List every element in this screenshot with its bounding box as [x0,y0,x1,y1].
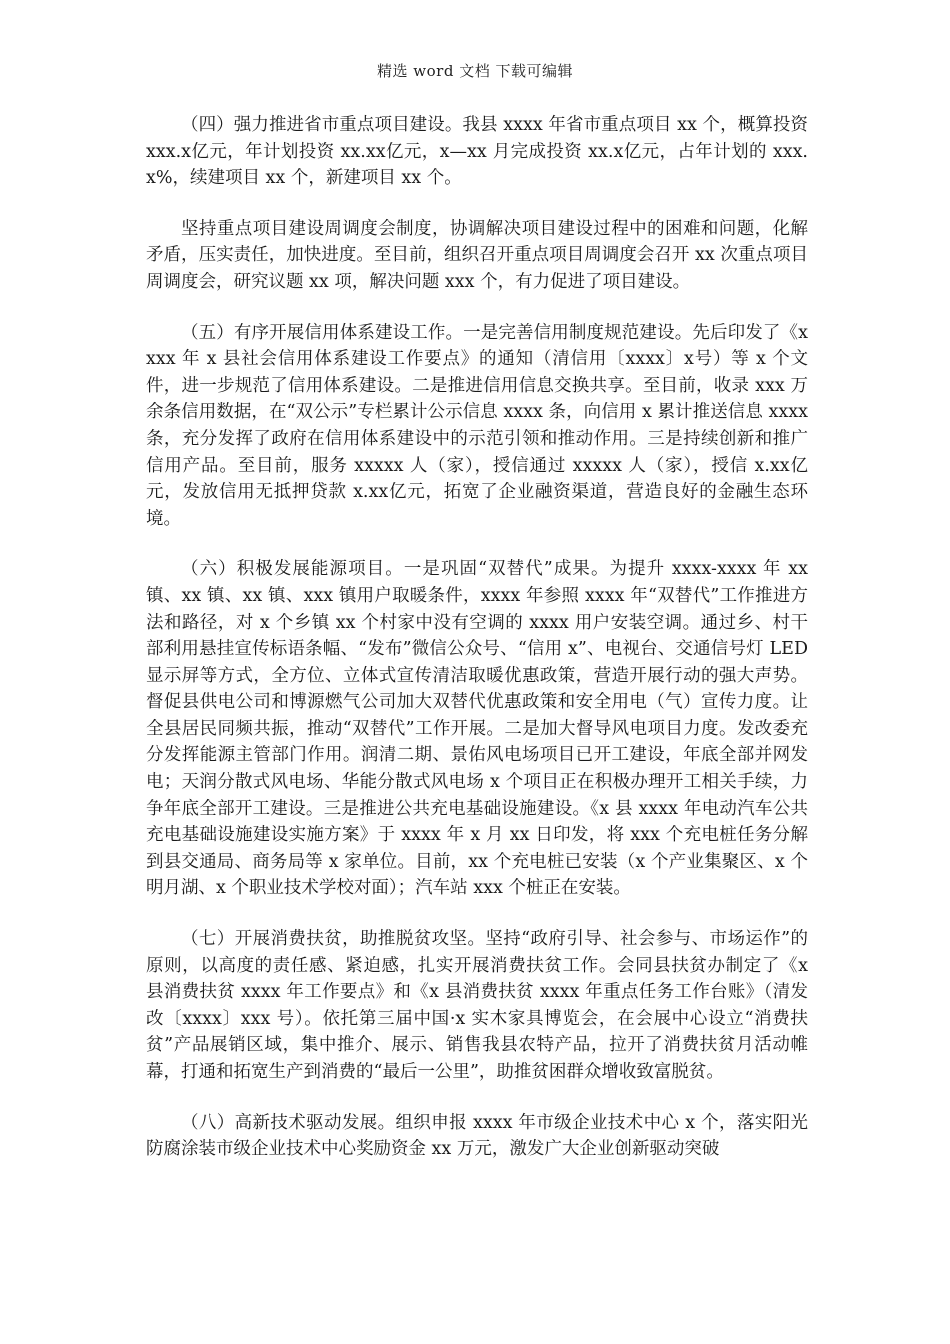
paragraph-6-energy-projects: （六）积极发展能源项目。一是巩固“双替代”成果。为提升 xxxx-xxxx 年 xx 镇、xx 镇、xx 镇、xxx 镇用户取暖条件，xxxx 年参照 xxxx 年“双替代”工作推进方法和路径，对 x 个乡镇 xx 个村家中没有空调的 xxxx 用户安装空调。通过乡、村干部利用悬挂宣传标语条幅、“发布”微信公众号、“信用 x”、电视台、交通信号灯 LED 显示屏等方式，全方位、立体式宣传清洁取暖优惠政策，营造开展行动的强大声势。督促县供电公司和博源燃气公司加大双替代优惠政策和安全用电（气）宣传力度。让全县居民同频共振，推动“双替代”工作开展。二是加大督导风电项目力度。发改委充分发挥能源主管部门作用。润清二期、景佑风电场项目已开工建设，年底全部并网发电；天润分散式风电场、华能分散式风电场 x 个项目正在积极办理开工相关手续，力争年底全部开工建设。三是推进公共充电基础设施建设。《x 县 xxxx 年电动汽车公共充电基础设施建设实施方案》于 xxxx 年 x 月 xx 日印发，将 xxx 个充电桩任务分解到县交通局、商务局等 x 家单位。目前，xx 个充电桩已安装（x 个产业集聚区、x 个明月湖、x 个职业技术学校对面）；汽车站 xxx 个桩正在安装。 [146,559,808,899]
paragraph-weekly-dispatch: 坚持重点项目建设周调度会制度，协调解决项目建设过程中的困难和问题，化解矛盾，压实责任，加快进度。至目前，组织召开重点项目周调度会召开 xx 次重点项目周调度会，研究议题 xx 项，解决问题 xxx 个，有力促进了项目建设。 [146,218,808,292]
paragraph-8-high-tech: （八）高新技术驱动发展。组织申报 xxxx 年市级企业技术中心 x 个，落实阳光防腐涂装市级企业技术中心奖励资金 xx 万元，激发广大企业创新驱动突破 [146,1112,808,1160]
paragraph-5-credit-system: （五）有序开展信用体系建设工作。一是完善信用制度规范建设。先后印发了《xxxx 年 x 县社会信用体系建设工作要点》的通知（清信用〔xxxx〕x号）等 x 个文件，进一步规范了信用体系建设。二是推进信用信息交换共享。至目前，收录 xxx 万余条信用数据，在“双公示”专栏累计公示信息 xxxx 条，向信用 x 累计推送信息 xxxx 条，充分发挥了政府在信用体系建设中的示范引领和推动作用。三是持续创新和推广信用产品。至目前，服务 xxxxx 人（家），授信通过 xxxxx 人（家），授信 x.xx亿元，发放信用无抵押贷款 x.xx亿元，拓宽了企业融资渠道，营造良好的金融生态环境。 [146,322,808,529]
page-header: 精选 word 文档 下载可编辑 [377,62,573,80]
paragraph-7-consumption-poverty: （七）开展消费扶贫，助推脱贫攻坚。坚持“政府引导、社会参与、市场运作”的原则，以高度的责任感、紧迫感，扎实开展消费扶贫工作。会同县扶贫办制定了《x 县消费扶贫 xxxx 年工作要点》和《x 县消费扶贫 xxxx 年重点任务工作台账》（清发改〔xxxx〕xxx 号）。依托第三届中国·x 实木家具博览会，在会展中心设立“消费扶贫”产品展销区域，集中推介、展示、销售我县农特产品，拉开了消费扶贫月活动帷幕，打通和拓宽生产到消费的“最后一公里”，助推贫困群众增收致富脱贫。 [146,929,808,1082]
paragraph-4-key-projects: （四）强力推进省市重点项目建设。我县 xxxx 年省市重点项目 xx 个，概算投资 xxx.x亿元，年计划投资 xx.xx亿元，x—xx 月完成投资 xx.x亿元，占年计划的 xxx.x%，续建项目 xx 个，新建项目 xx 个。 [146,115,808,189]
document-body [146,112,808,1187]
